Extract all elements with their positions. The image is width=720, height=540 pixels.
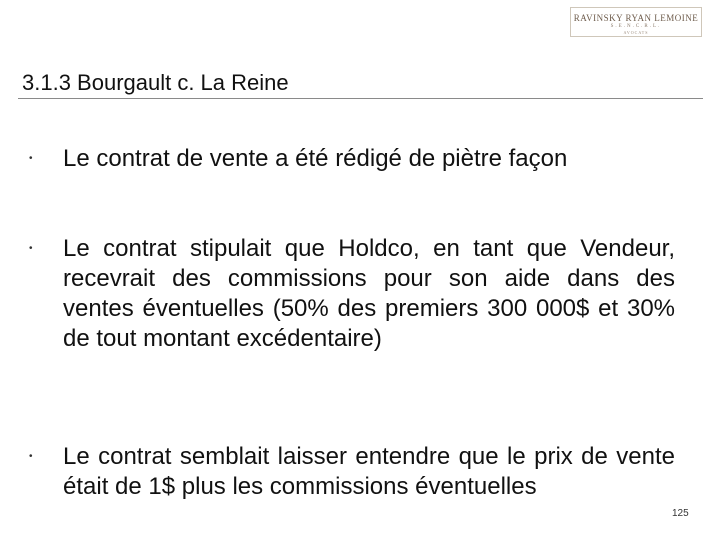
bullet-item [29, 234, 675, 354]
bullet-dot-icon: • [29, 243, 33, 254]
logo-subtitle: S.E.N.C.R.L. [610, 24, 662, 29]
page-number: 125 [672, 508, 689, 519]
bullet-dot-icon: • [29, 153, 33, 164]
firm-logo [570, 7, 702, 37]
slide-title: 3.1.3 Bourgault c. La Reine [22, 70, 289, 95]
title-underline [18, 98, 703, 99]
bullet-dot-icon: • [29, 451, 33, 462]
logo-name: RAVINSKY RYAN LEMOINE [573, 13, 699, 23]
bullet-text: Le contrat de vente a été rédigé de piètre façon [63, 145, 568, 172]
logo-subtitle-2: AVOCATS [623, 30, 649, 35]
bullet-text: Le contrat semblait laisser entendre que le prix de vente était de 1$ plus les commissions éventuelles [63, 443, 675, 500]
bullet-text: Le contrat stipulait que Holdco, en tant que Vendeur, recevrait des commissions pour son aide dans des ventes éventuelles (50% des premiers 300 000$ et 30% de tout montant excédentaire) [63, 235, 675, 352]
bullet-item [29, 144, 675, 174]
bullet-item [29, 442, 675, 502]
